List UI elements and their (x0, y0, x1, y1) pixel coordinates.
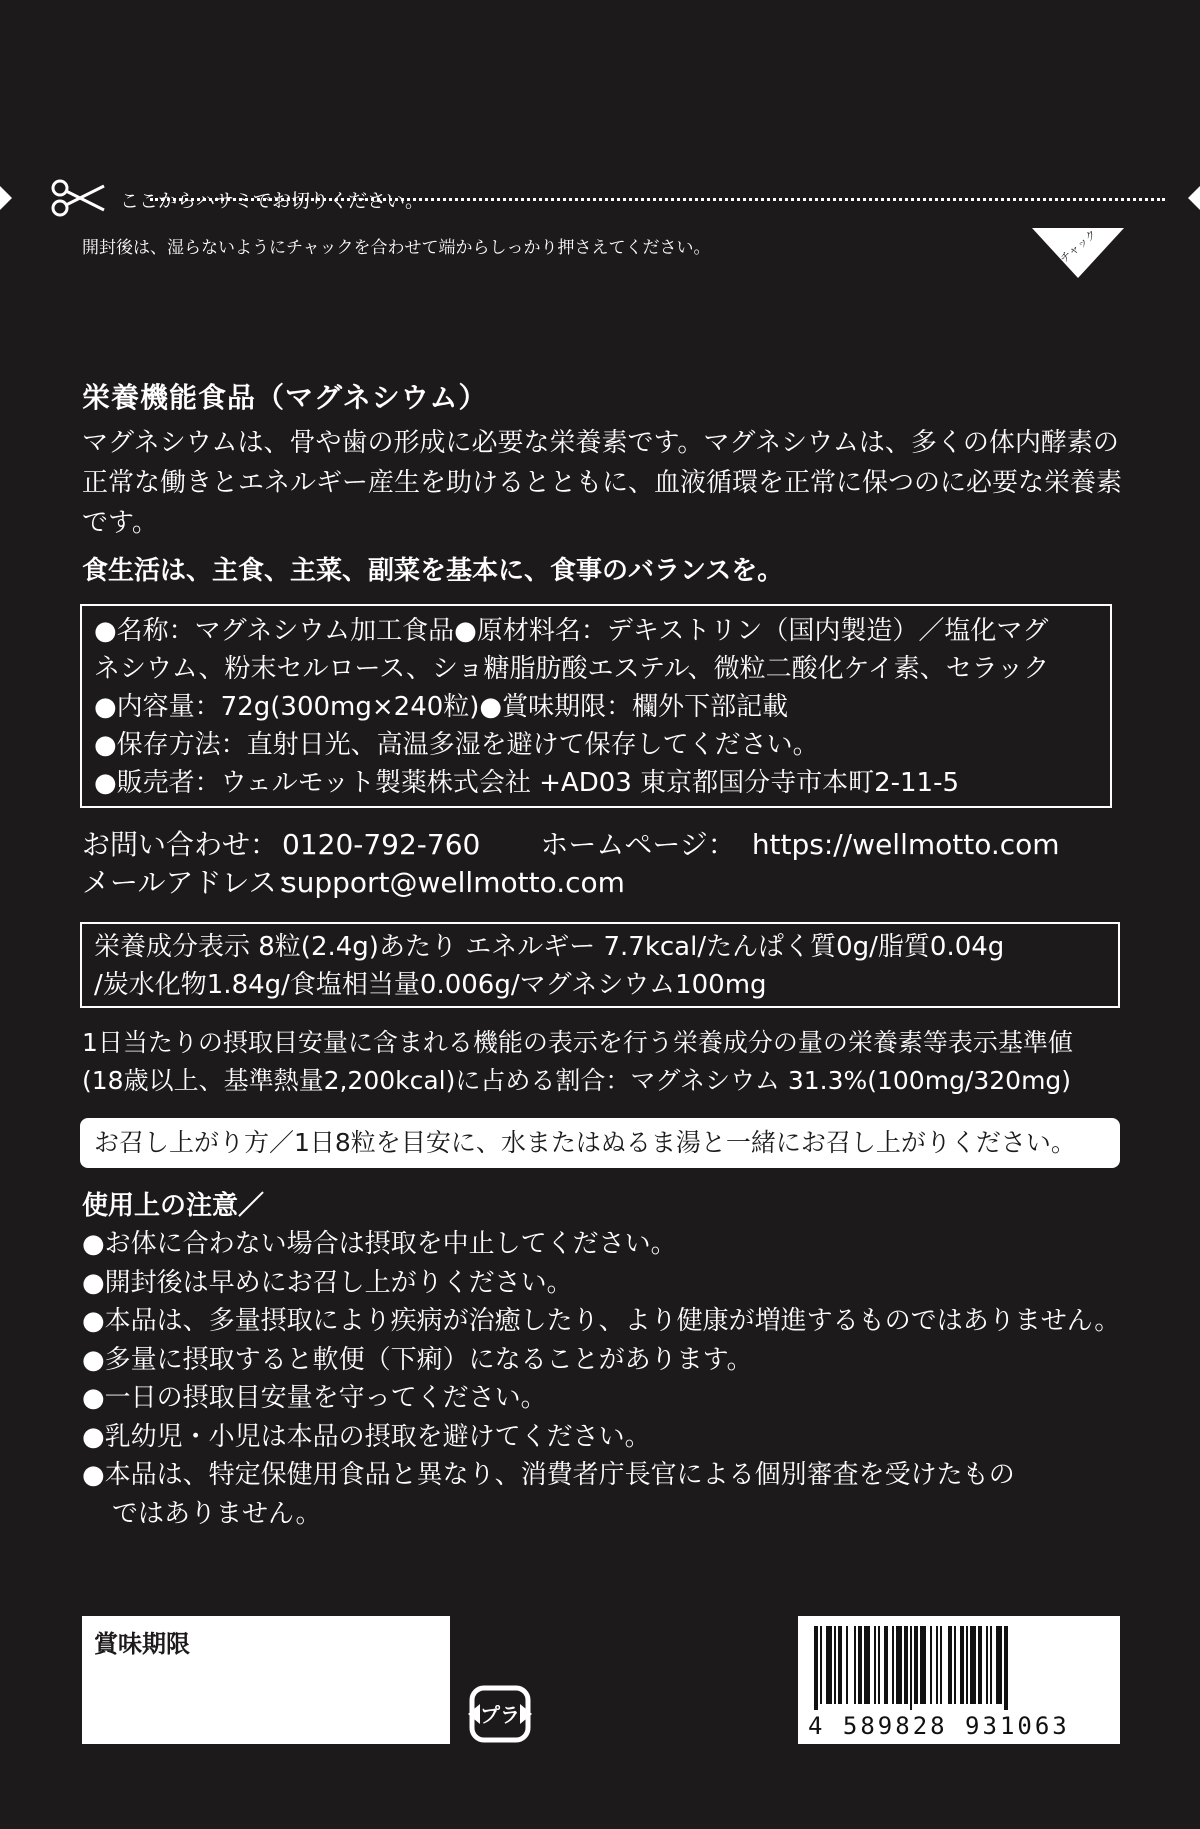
barcode-bar (920, 1626, 926, 1704)
barcode-bar (864, 1626, 870, 1704)
caution-item: ではありません。 (112, 1498, 322, 1529)
barcode-bar (1004, 1626, 1008, 1710)
nutrition-box (80, 922, 1120, 1008)
web-label: ホームページ： (540, 828, 736, 861)
barcode-bar (930, 1626, 932, 1704)
barcode-bar (940, 1626, 942, 1704)
plastic-recycle-icon (466, 1680, 534, 1748)
caution-item: ●多量に摂取すると軟便（下痢）になることがあります。 (82, 1344, 753, 1375)
barcode-bar (904, 1626, 908, 1704)
caution-item: ●開封後は早めにお召し上がりください。 (82, 1267, 573, 1298)
phone-label: お問い合わせ： (82, 828, 279, 861)
seal-instruction: 開封後は、湿らないようにチャックを合わせて端からしっかり押さえてください。 (82, 238, 711, 258)
product-info-line: ネシウム、粉末セルロース、ショ糖脂肪酸エステル、微粒二酸化ケイ素、セラック (94, 654, 1050, 684)
nutrition-line: /炭水化物1.84g/食塩相当量0.006g/マグネシウム100mg (94, 970, 767, 1000)
dosage-banner: お召し上がり方／1日8粒を目安に、水またはぬるま湯と一緒にお召し上がりください。 (80, 1118, 1120, 1168)
barcode-bar (936, 1626, 938, 1704)
barcode-bar (954, 1626, 956, 1704)
caution-item: ●本品は、特定保健用食品と異なり、消費者庁長官による個別審査を受けたもの (82, 1460, 1015, 1490)
caution-item: ●お体に合わない場合は摂取を中止してください。 (82, 1229, 677, 1259)
product-info-line: ●内容量：72g(300mg×240粒)●賞味期限：欄外下部記載 (94, 692, 789, 722)
caution-item: ●本品は、多量摂取により疾病が治癒したり、より健康が増進するものではありません。 (82, 1306, 1121, 1336)
product-info-line: ●名称：マグネシウム加工食品●原材料名：デキストリン（国内製造）／塩化マグ (94, 616, 1049, 646)
diet-advice: 食生活は、主食、主菜、副菜を基本に、食事のバランスを。 (82, 556, 784, 586)
barcode-bar (834, 1626, 836, 1704)
caution-item: ●一日の摂取目安量を守ってください。 (82, 1383, 547, 1413)
barcode-bar (858, 1626, 862, 1704)
barcode-bar (874, 1626, 876, 1704)
mail-label: メールアドレス： (82, 866, 305, 899)
cut-line (150, 198, 1165, 201)
ratio-line: (18歳以上、基準熱量2,200kcal)に占める割合：マグネシウム 31.3%(100mg/320mg) (82, 1066, 1072, 1095)
cut-instruction: ここからハサミでお切りください。 (120, 190, 425, 212)
scissors-icon (50, 178, 108, 218)
barcode-bar (996, 1626, 1002, 1704)
expiry-box (82, 1616, 450, 1744)
barcode-bar (826, 1626, 832, 1704)
barcode-bar (878, 1626, 880, 1704)
barcode-bar (910, 1626, 912, 1710)
function-intro: マグネシウムは、骨や歯の形成に必要な栄養素です。マグネシウムは、多くの体内酵素の正常な働きとエネルギー産生を助けるとともに、血液循環を正常に保つのに必要な栄養素です。 (82, 428, 1123, 538)
contact-block (82, 826, 1060, 902)
web-url: https://wellmotto.com (751, 828, 1060, 861)
barcode-bar (970, 1626, 976, 1704)
barcode-bar (820, 1626, 822, 1704)
barcode-bar (896, 1626, 902, 1704)
caution-item: ●乳幼児・小児は本品の摂取を避けてください。 (82, 1421, 651, 1452)
expiry-label: 賞味期限 (94, 1630, 190, 1658)
barcode-bar (914, 1626, 918, 1704)
zipper-label: チャック (1057, 227, 1100, 266)
barcode-number: 4 589828 931063 (808, 1712, 1070, 1740)
barcode-bar (838, 1626, 842, 1704)
barcode-bar (978, 1626, 982, 1704)
recycle-mark-label: プラ (480, 1703, 520, 1727)
phone-number: 0120-792-760 (282, 828, 481, 861)
tear-notch-left (0, 186, 12, 210)
tear-notch-right (1188, 186, 1200, 210)
barcode-bar (854, 1626, 856, 1704)
ratio-line: 1日当たりの摂取目安量に含まれる機能の表示を行う栄養成分の量の栄養素等表示基準値 (82, 1028, 1073, 1057)
function-title: 栄養機能食品（マグネシウム） (82, 381, 488, 414)
barcode-bars (812, 1626, 1106, 1710)
barcode-bar (990, 1626, 992, 1704)
product-info-line: ●保存方法：直射日光、高温多湿を避けて保存してください。 (94, 730, 819, 760)
barcode-bar (884, 1626, 888, 1704)
barcode-bar (960, 1626, 964, 1704)
barcode-bar (986, 1626, 988, 1704)
barcode-bar (948, 1626, 952, 1704)
barcode-bar (846, 1626, 848, 1704)
mail-address: support@wellmotto.com (282, 866, 625, 899)
ratio-text (82, 1024, 1122, 1100)
barcode (798, 1616, 1120, 1744)
caution-list (82, 1225, 1122, 1533)
barcode-bar (814, 1626, 818, 1710)
zipper-arrow-icon (1028, 208, 1124, 280)
caution-title: 使用上の注意／ (82, 1191, 265, 1221)
barcode-bar (966, 1626, 968, 1704)
product-info-line: ●販売者：ウェルモット製薬株式会社 +AD03 東京都国分寺市本町2-11-5 (94, 768, 960, 798)
barcode-bar (892, 1626, 894, 1704)
product-info-box (80, 604, 1112, 808)
nutrition-line: 栄養成分表示 8粒(2.4g)あたり エネルギー 7.7kcal/たんぱく質0g/脂質0.04g (94, 932, 1005, 962)
